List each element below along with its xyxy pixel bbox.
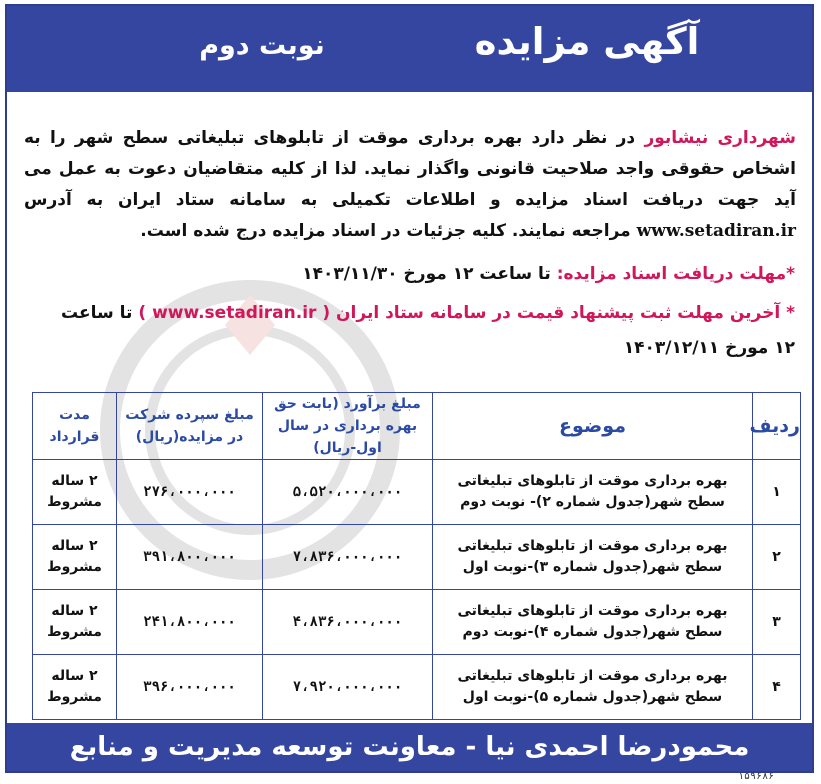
header-duration: مدت قرارداد [33,393,117,460]
row-number: ۲ [753,525,801,590]
row-subject [433,460,753,525]
organization-name: شهرداری نیشابور [644,128,796,148]
row-deposit: ۳۹۶،۰۰۰،۰۰۰ [117,655,263,720]
intro-paragraph [24,123,796,247]
setadiran-link[interactable]: www.setadiran.ir [636,221,796,241]
row-subject-line1: بهره برداری موقت از تابلوهای تبلیغاتی [457,538,728,554]
doc-deadline-value: تا ساعت ۱۲ مورخ ۱۴۰۳/۱۱/۳۰ [302,264,557,284]
row-duration [33,525,117,590]
ad-code: ۱۵۹۶۸۶ [738,771,775,782]
row-subject [433,655,753,720]
row-estimate: ۴،۸۳۶،۰۰۰،۰۰۰ [263,590,433,655]
row-duration-line2: مشروط [47,559,102,575]
row-duration-line2: مشروط [47,689,102,705]
doc-deadline-label: *مهلت دریافت اسناد مزایده: [556,264,795,284]
intro-text: در نظر دارد بهره برداری موقت از تابلوهای تبلیغاتی سطح شهر را به اشخاص حقوقی واجد صلاحیت قانونی واگذار نماید. لذا از کلیه متقاضیان دعوت به عمل می آید جهت دریافت اسناد مزایده و اطلاعات تکمیلی به سامانه ستاد ایران به آدرس [24,128,796,210]
row-estimate: ۵،۵۲۰،۰۰۰،۰۰۰ [263,460,433,525]
table-row [33,590,801,655]
row-duration-line1: ۲ ساله [51,538,98,554]
row-subject-line2: سطح شهر(جدول شماره ۳)-نوبت اول [462,559,723,575]
row-duration-line1: ۲ ساله [51,473,98,489]
table-row [33,460,801,525]
row-deposit: ۲۴۱،۸۰۰،۰۰۰ [117,590,263,655]
row-estimate: ۷،۹۲۰،۰۰۰،۰۰۰ [263,655,433,720]
header-banner [7,6,812,92]
notice-title: آگهی مزایده [474,20,700,63]
bid-deadline-value: ۱۲ مورخ ۱۴۰۳/۱۲/۱۱ [623,338,795,358]
header-deposit: مبلغ سپرده شرکت در مزایده(ریال) [117,393,263,460]
signature-banner: محمودرضا احمدی نیا - معاونت توسعه مدیریت و منابع [7,723,812,771]
header-estimate: مبلغ برآورد (بابت حق بهره برداری در سال اول-ریال) [263,393,433,460]
row-duration-line1: ۲ ساله [51,603,98,619]
table-row [33,525,801,590]
intro-text-end: مراجعه نمایند. کلیه جزئیات در اسناد مزایده درج شده است. [140,221,637,241]
bid-deadline-url[interactable]: ( www.setadiran.ir ) [138,303,331,323]
row-deposit: ۳۹۱،۸۰۰،۰۰۰ [117,525,263,590]
row-subject-line2: سطح شهر(جدول شماره ۲)- نوبت دوم [460,494,725,510]
doc-deadline [302,264,795,284]
bid-deadline [61,303,795,323]
row-estimate: ۷،۸۳۶،۰۰۰،۰۰۰ [263,525,433,590]
row-duration-line1: ۲ ساله [51,668,98,684]
row-number: ۱ [753,460,801,525]
table-header-row [33,393,801,460]
row-number: ۳ [753,590,801,655]
row-duration [33,460,117,525]
bid-deadline-suffix: تا ساعت [61,303,139,323]
row-subject [433,525,753,590]
header-row-number: ردیف [753,393,801,460]
auction-table [32,392,801,720]
row-deposit: ۲۷۶،۰۰۰،۰۰۰ [117,460,263,525]
row-duration [33,655,117,720]
row-duration-line2: مشروط [47,494,102,510]
row-subject-line1: بهره برداری موقت از تابلوهای تبلیغاتی [457,603,728,619]
bid-deadline-label: * آخرین مهلت ثبت پیشنهاد قیمت در سامانه ستاد ایران [336,303,795,323]
header-subject: موضوع [433,393,753,460]
row-subject-line1: بهره برداری موقت از تابلوهای تبلیغاتی [457,668,728,684]
row-subject-line1: بهره برداری موقت از تابلوهای تبلیغاتی [457,473,728,489]
notice-round: نوبت دوم [199,30,325,61]
row-duration-line2: مشروط [47,624,102,640]
row-number: ۴ [753,655,801,720]
row-duration [33,590,117,655]
row-subject-line2: سطح شهر(جدول شماره ۴)-نوبت دوم [462,624,723,640]
row-subject [433,590,753,655]
table-row [33,655,801,720]
row-subject-line2: سطح شهر(جدول شماره ۵)-نوبت اول [462,689,723,705]
